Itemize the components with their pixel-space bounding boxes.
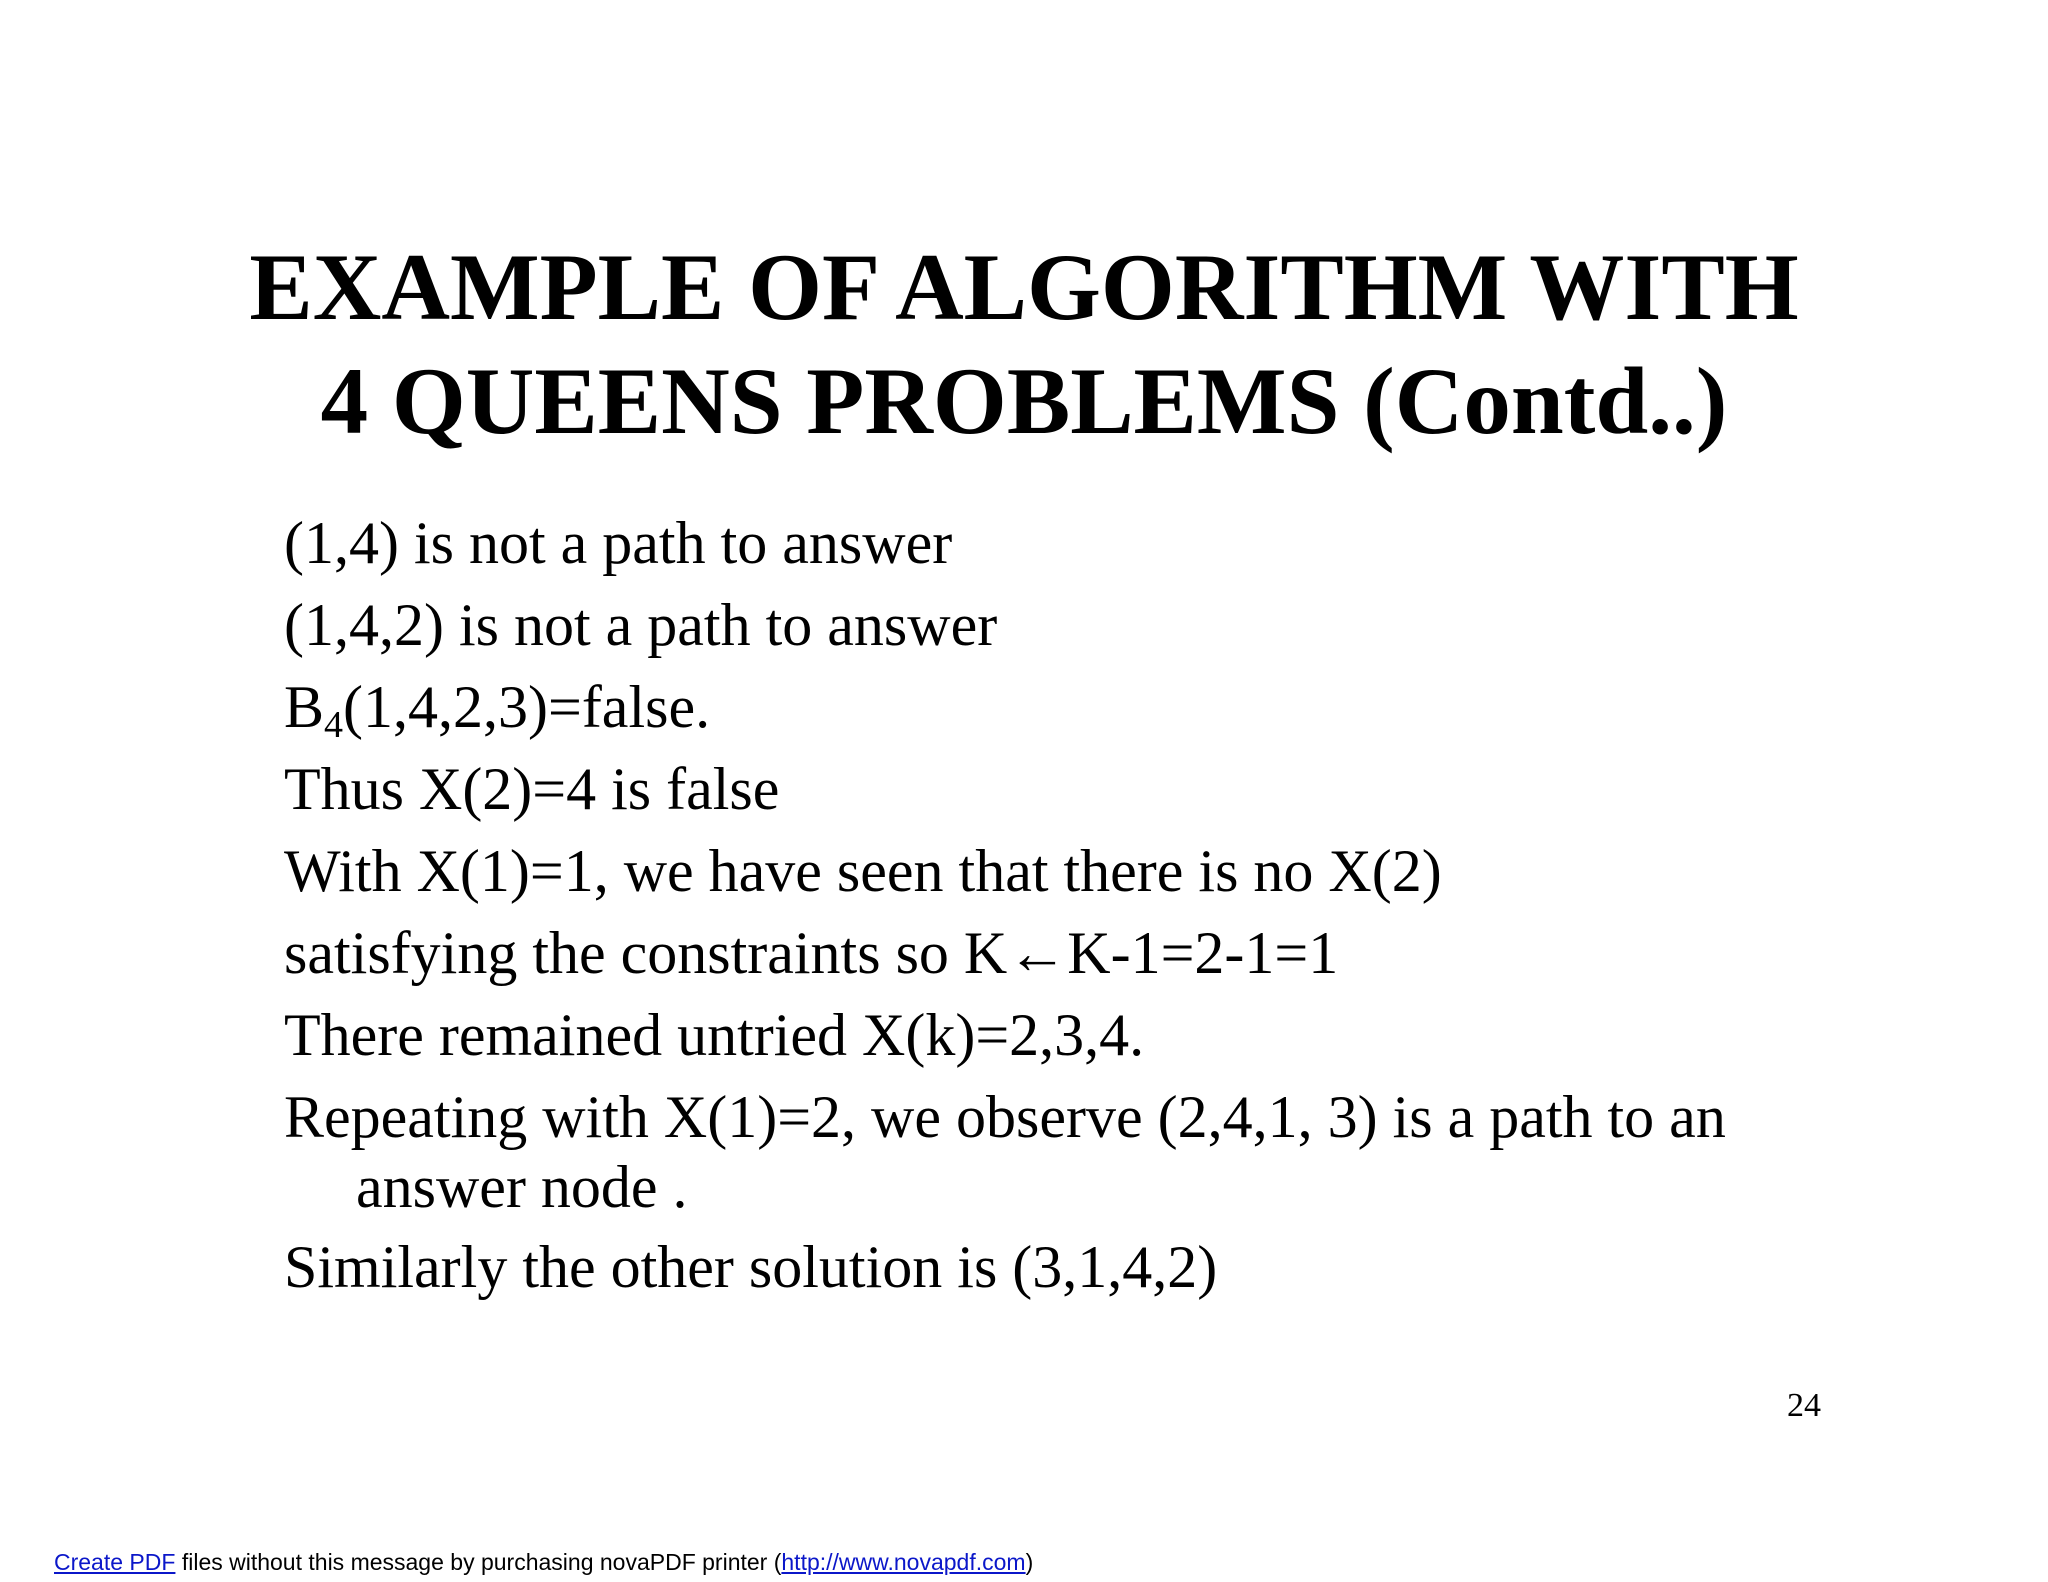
create-pdf-link[interactable]: Create PDF: [54, 1549, 176, 1575]
body-line-6: satisfying the constraints so K←K-1=2-1=1: [284, 920, 1339, 986]
b-symbol: B: [284, 674, 325, 740]
page-number: 24: [1787, 1387, 1821, 1424]
footer-watermark: [54, 1548, 1033, 1576]
title-line-2: 4 QUEENS PROBLEMS (Contd..): [320, 348, 1728, 454]
title-line-1: EXAMPLE OF ALGORITHM WITH: [249, 234, 1799, 340]
body-line-4: Thus X(2)=4 is false: [284, 756, 780, 822]
footer-text-end: ): [1025, 1549, 1034, 1575]
body-line-7: There remained untried X(k)=2,3,4.: [284, 1002, 1145, 1068]
body-line-1: (1,4) is not a path to answer: [284, 510, 953, 576]
footer-text: files without this message by purchasing novaPDF printer (: [175, 1549, 782, 1575]
body-line-8-main: Repeating with X(1)=2, we observe (2,4,1, 3) is a path to an: [284, 1084, 1726, 1150]
body-line-9: Similarly the other solution is (3,1,4,2): [284, 1234, 1218, 1300]
body-line-8: [284, 1082, 1884, 1232]
b-args: (1,4,2,3)=false.: [343, 674, 711, 740]
body-text: [284, 508, 1884, 1314]
b-subscript: 4: [324, 704, 344, 746]
body-line-3: [284, 672, 1884, 754]
body-line-2: (1,4,2) is not a path to answer: [284, 592, 998, 658]
body-line-8-continuation: answer node .: [356, 1154, 688, 1220]
slide-title: [0, 230, 2048, 458]
body-line-5: With X(1)=1, we have seen that there is no X(2): [284, 838, 1442, 904]
novapdf-link[interactable]: http://www.novapdf.com: [781, 1549, 1026, 1575]
